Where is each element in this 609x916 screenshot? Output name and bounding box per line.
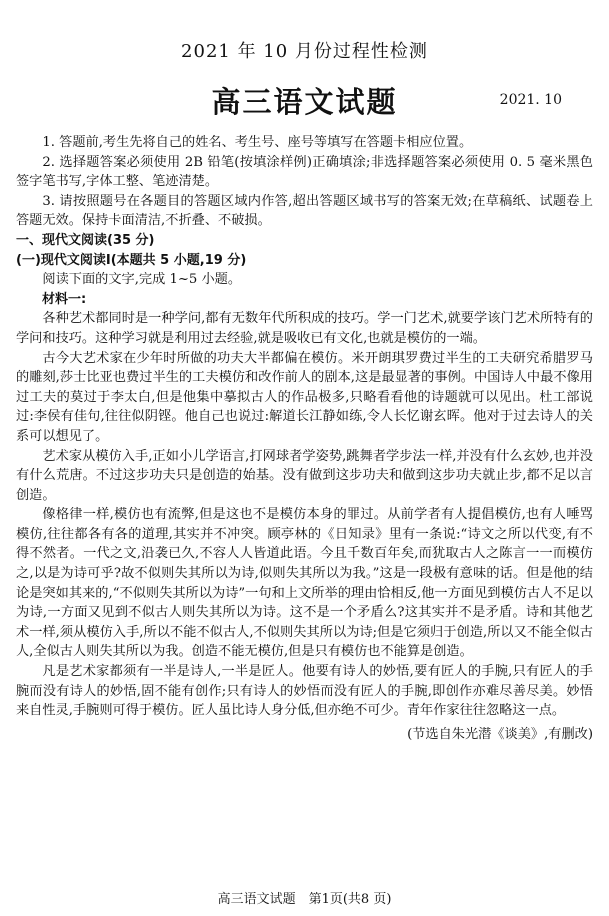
title-row <box>0 80 609 120</box>
passage-paragraph-5: 凡是艺术家都须有一半是诗人,一半是匠人。他要有诗人的妙悟,要有匠人的手腕,只有匠人的手腕而没有诗人的妙悟,固不能有创作;只有诗人的妙悟而没有匠人的手腕,即创作亦难尽善尽美。妙悟来自性灵,手腕则可得于模仿。匠人虽比诗人身分低,但亦绝不可少。青年作家往往忽略这一点。 <box>16 664 593 719</box>
page-footer: 高三语文试题 第1页(共8 页) <box>217 892 392 907</box>
passage-paragraph-1: 各种艺术都同时是一种学问,都有无数年代所积成的技巧。学一门艺术,就要学该门艺术所特有的学问和技巧。这种学习就是利用过去经验,就是吸收已有文化,也就是模仿的一端。 <box>16 311 593 346</box>
passage-paragraph-2: 古今大艺术家在少年时所做的功夫大半都偏在模仿。米开朗琪罗费过半生的工夫研究希腊罗马的雕刻,莎士比亚也费过半生的工夫模仿和改作前人的剧本,这是最显著的事例。中国诗人中最不像用过工夫的莫过于李太白,但是他集中摹拟古人的作品极多,只略看看他的诗题就可以见出。杜工部说过:李侯有佳句,往往似阴铿。他自己也说过:解道长江静如练,令人长忆谢玄晖。他对于过去诗人的关系可以想见了。 <box>16 350 593 444</box>
exam-name: 2021 年 10 月份过程性检测 <box>181 41 428 62</box>
instruction-2: 2. 选择题答案必须使用 2B 铅笔(按填涂样例)正确填涂;非选择题答案必须使用 0. 5 毫米黑色签字笔书写,字体工整、笔迹清楚。 <box>16 154 593 190</box>
material-label: 材料一: <box>42 291 87 307</box>
passage-paragraph-3: 艺术家从模仿入手,正如小儿学语言,打网球者学姿势,跳舞者学步法一样,并没有什么玄妙,也并没有什么荒唐。不过这步功夫只是创造的始基。没有做到这步功夫和做到这步功夫就止步,都不足以言创造。 <box>16 448 593 503</box>
sub-section-heading: (一)现代文阅读Ⅰ(本题共 5 小题,19 分) <box>16 252 247 268</box>
exam-date: 2021. 10 <box>499 92 562 108</box>
passage-source: (节选自朱光潜《谈美》,有删改) <box>407 726 593 742</box>
passage-paragraph-4: 像格律一样,模仿也有流弊,但是这也不是模仿本身的罪过。从前学者有人提倡模仿,也有人唾骂模仿,往往都各有各的道理,其实并不冲突。顾亭林的《日知录》里有一条说:“诗文之所以代变,有不得不然者。一代之文,沿袭已久,不容人人皆道此语。今且千数百年矣,而犹取古人之陈言一一而模仿之,以是为诗可乎?故不似则失其所以为诗,似则失其所以为我。”这是一段极有意味的话。但是他的结论是突如其来的,“不似则失其所以为诗”一句和上文所举的理由恰相反,他一方面见到模仿古人不足以为诗,一方面又见到不似古人则失其所以为诗。这不是一个矛盾么?这其实并不是矛盾。诗和其他艺术一样,须从模仿入手,所以不能不似古人,不似则失其所以为诗;但是它须归于创造,所以又不能全似古人,全似古人则失其所以为我。创造不能无模仿,但是只有模仿也不能算是创造。 <box>16 507 593 660</box>
exam-content <box>16 133 593 744</box>
page-title: 高三语文试题 <box>211 85 398 119</box>
section-heading: 一、现代文阅读(35 分) <box>16 232 155 248</box>
reading-directions: 阅读下面的文字,完成 1~5 小题。 <box>42 272 242 288</box>
instruction-1: 1. 答题前,考生先将自己的姓名、考生号、座号等填写在答题卡相应位置。 <box>42 135 473 150</box>
instruction-3: 3. 请按照题号在各题目的答题区域内作答,超出答题区域书写的答案无效;在草稿纸、试题卷上答题无效。保持卡面清洁,不折叠、不破损。 <box>16 193 593 229</box>
